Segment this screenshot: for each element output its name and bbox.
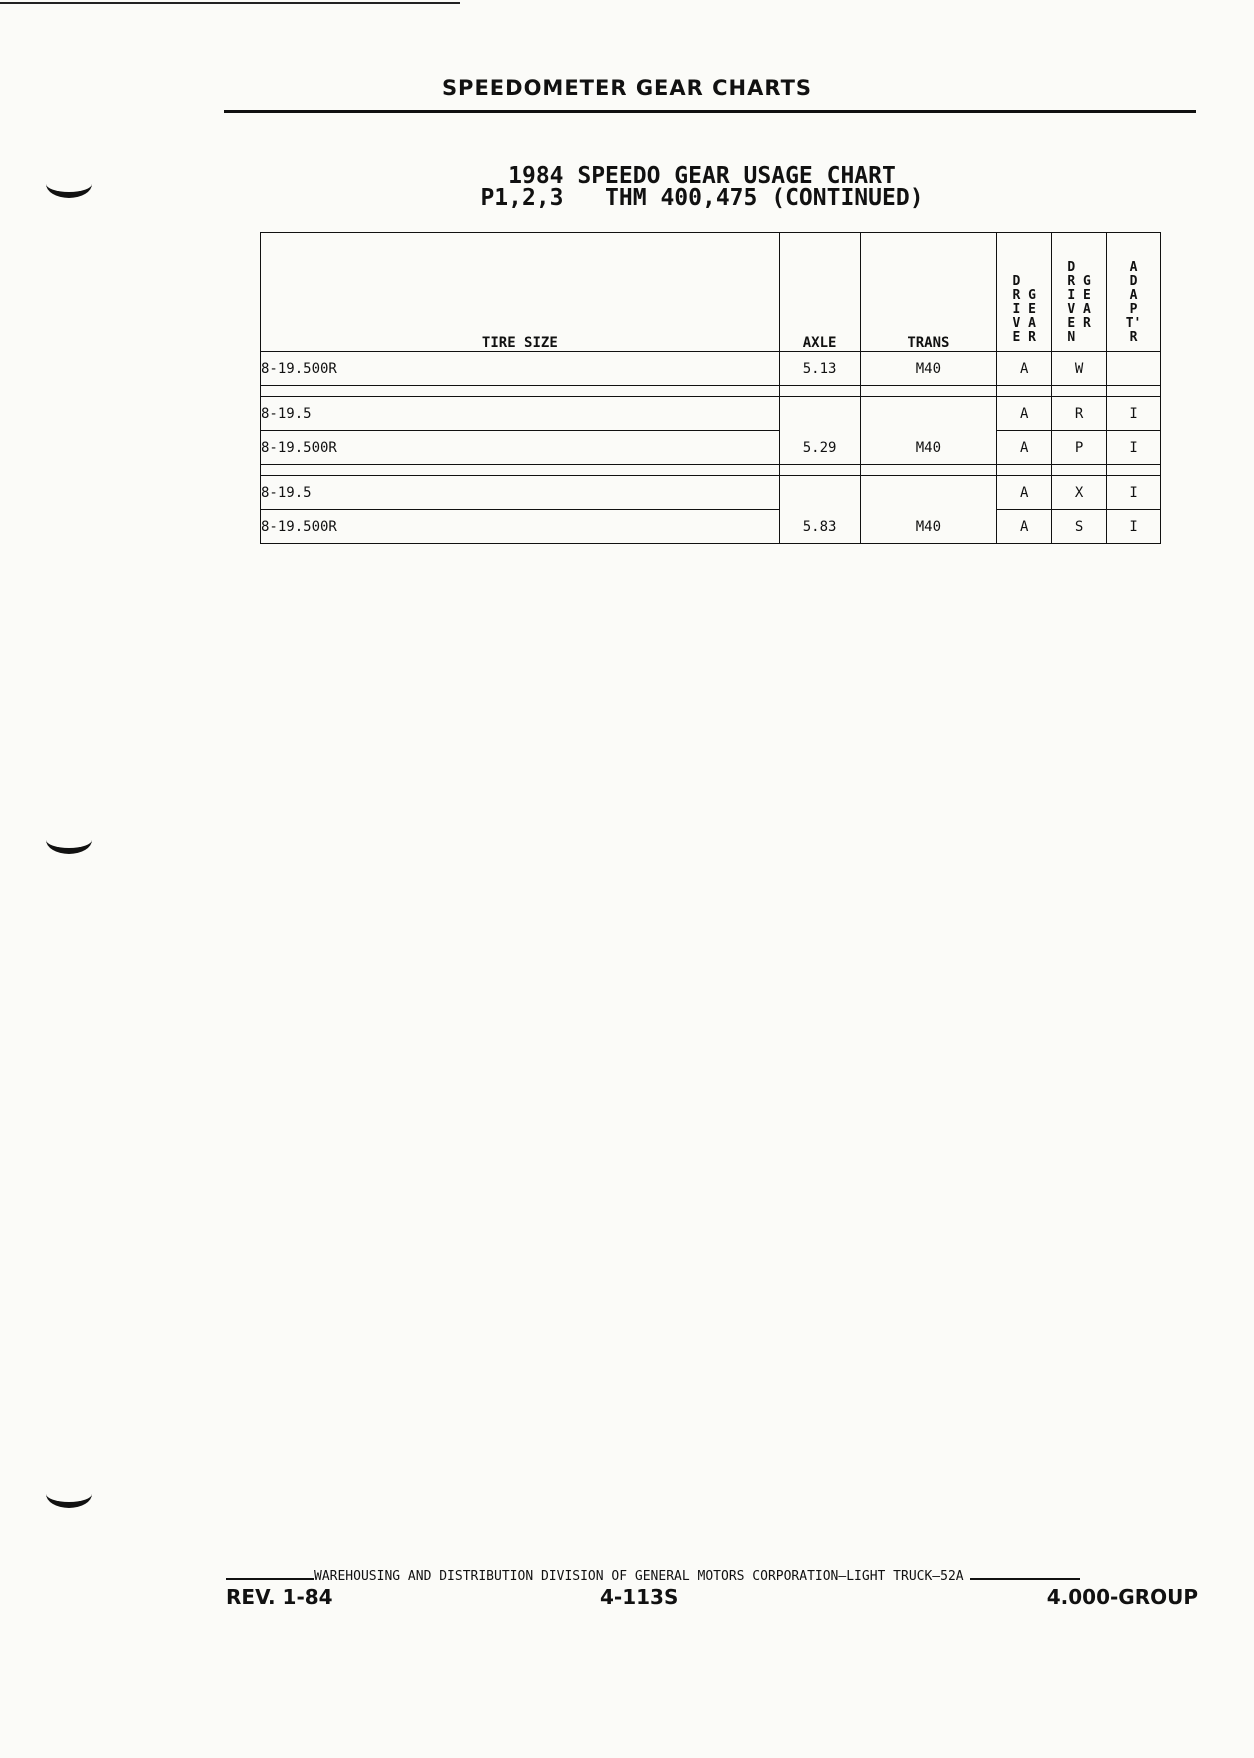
- chart-title: 1984 SPEEDO GEAR USAGE CHART: [508, 163, 896, 189]
- table-header-row: [261, 233, 1161, 352]
- cell-adapter: I: [1107, 431, 1161, 465]
- cell-tire-size: 8-19.5: [261, 476, 780, 510]
- cell-adapter: I: [1107, 510, 1161, 544]
- footer-group: 4.000-GROUP: [1046, 1585, 1198, 1609]
- speedo-gear-table: [260, 232, 1161, 544]
- cell-trans: M40: [860, 352, 997, 386]
- cell-axle: 5.83: [779, 476, 860, 544]
- cell-trans: M40: [860, 397, 997, 465]
- table-row: [261, 352, 1161, 386]
- table-row: [261, 431, 1161, 465]
- chart-subtitle: P1,2,3 THM 400,475 (CONTINUED): [480, 185, 924, 211]
- cell-tire-size: 8-19.500R: [261, 510, 780, 544]
- cell-driven-gear: P: [1052, 431, 1107, 465]
- cell-drive-gear: A: [997, 352, 1052, 386]
- cell-drive-gear: A: [997, 431, 1052, 465]
- cell-adapter: I: [1107, 397, 1161, 431]
- column-header-axle: AXLE: [779, 233, 860, 352]
- page-footer: [226, 1585, 1198, 1611]
- cell-adapter: [1107, 352, 1161, 386]
- footer-division-line: [226, 1569, 1196, 1584]
- cell-adapter: I: [1107, 476, 1161, 510]
- table-row: [261, 510, 1161, 544]
- column-header-adapter: A D A P T' R: [1107, 233, 1161, 352]
- table-spacer-row: [261, 386, 1161, 397]
- scan-edge-line: [0, 2, 460, 4]
- cell-axle: 5.13: [779, 352, 860, 386]
- footer-rule: [970, 1578, 1080, 1580]
- cell-drive-gear: A: [997, 397, 1052, 431]
- binder-hole-mark: [46, 1480, 92, 1508]
- footer-rule: [226, 1578, 314, 1580]
- column-header-trans: TRANS: [860, 233, 997, 352]
- cell-driven-gear: X: [1052, 476, 1107, 510]
- column-header-driven-gear: D R G I E V A E R N: [1052, 233, 1107, 352]
- cell-driven-gear: S: [1052, 510, 1107, 544]
- column-header-drive-gear: D R G I E V A E R: [997, 233, 1052, 352]
- binder-hole-mark: [46, 826, 92, 854]
- table-row: [261, 476, 1161, 510]
- cell-tire-size: 8-19.500R: [261, 431, 780, 465]
- cell-driven-gear: R: [1052, 397, 1107, 431]
- cell-trans: M40: [860, 476, 997, 544]
- footer-page-number: 4-113S: [600, 1585, 679, 1609]
- table-row: [261, 397, 1161, 431]
- page-header-title: SPEEDOMETER GEAR CHARTS: [441, 76, 813, 100]
- column-header-tire-size: TIRE SIZE: [261, 233, 780, 352]
- cell-axle: 5.29: [779, 397, 860, 465]
- header-rule: [224, 110, 1196, 113]
- cell-tire-size: 8-19.500R: [261, 352, 780, 386]
- footer-revision: REV. 1-84: [226, 1585, 333, 1609]
- cell-drive-gear: A: [997, 510, 1052, 544]
- cell-tire-size: 8-19.5: [261, 397, 780, 431]
- table-spacer-row: [261, 465, 1161, 476]
- cell-drive-gear: A: [997, 476, 1052, 510]
- cell-driven-gear: W: [1052, 352, 1107, 386]
- footer-division-text: WAREHOUSING AND DISTRIBUTION DIVISION OF GENERAL MOTORS CORPORATION—LIGHT TRUCK—52A: [314, 1569, 964, 1584]
